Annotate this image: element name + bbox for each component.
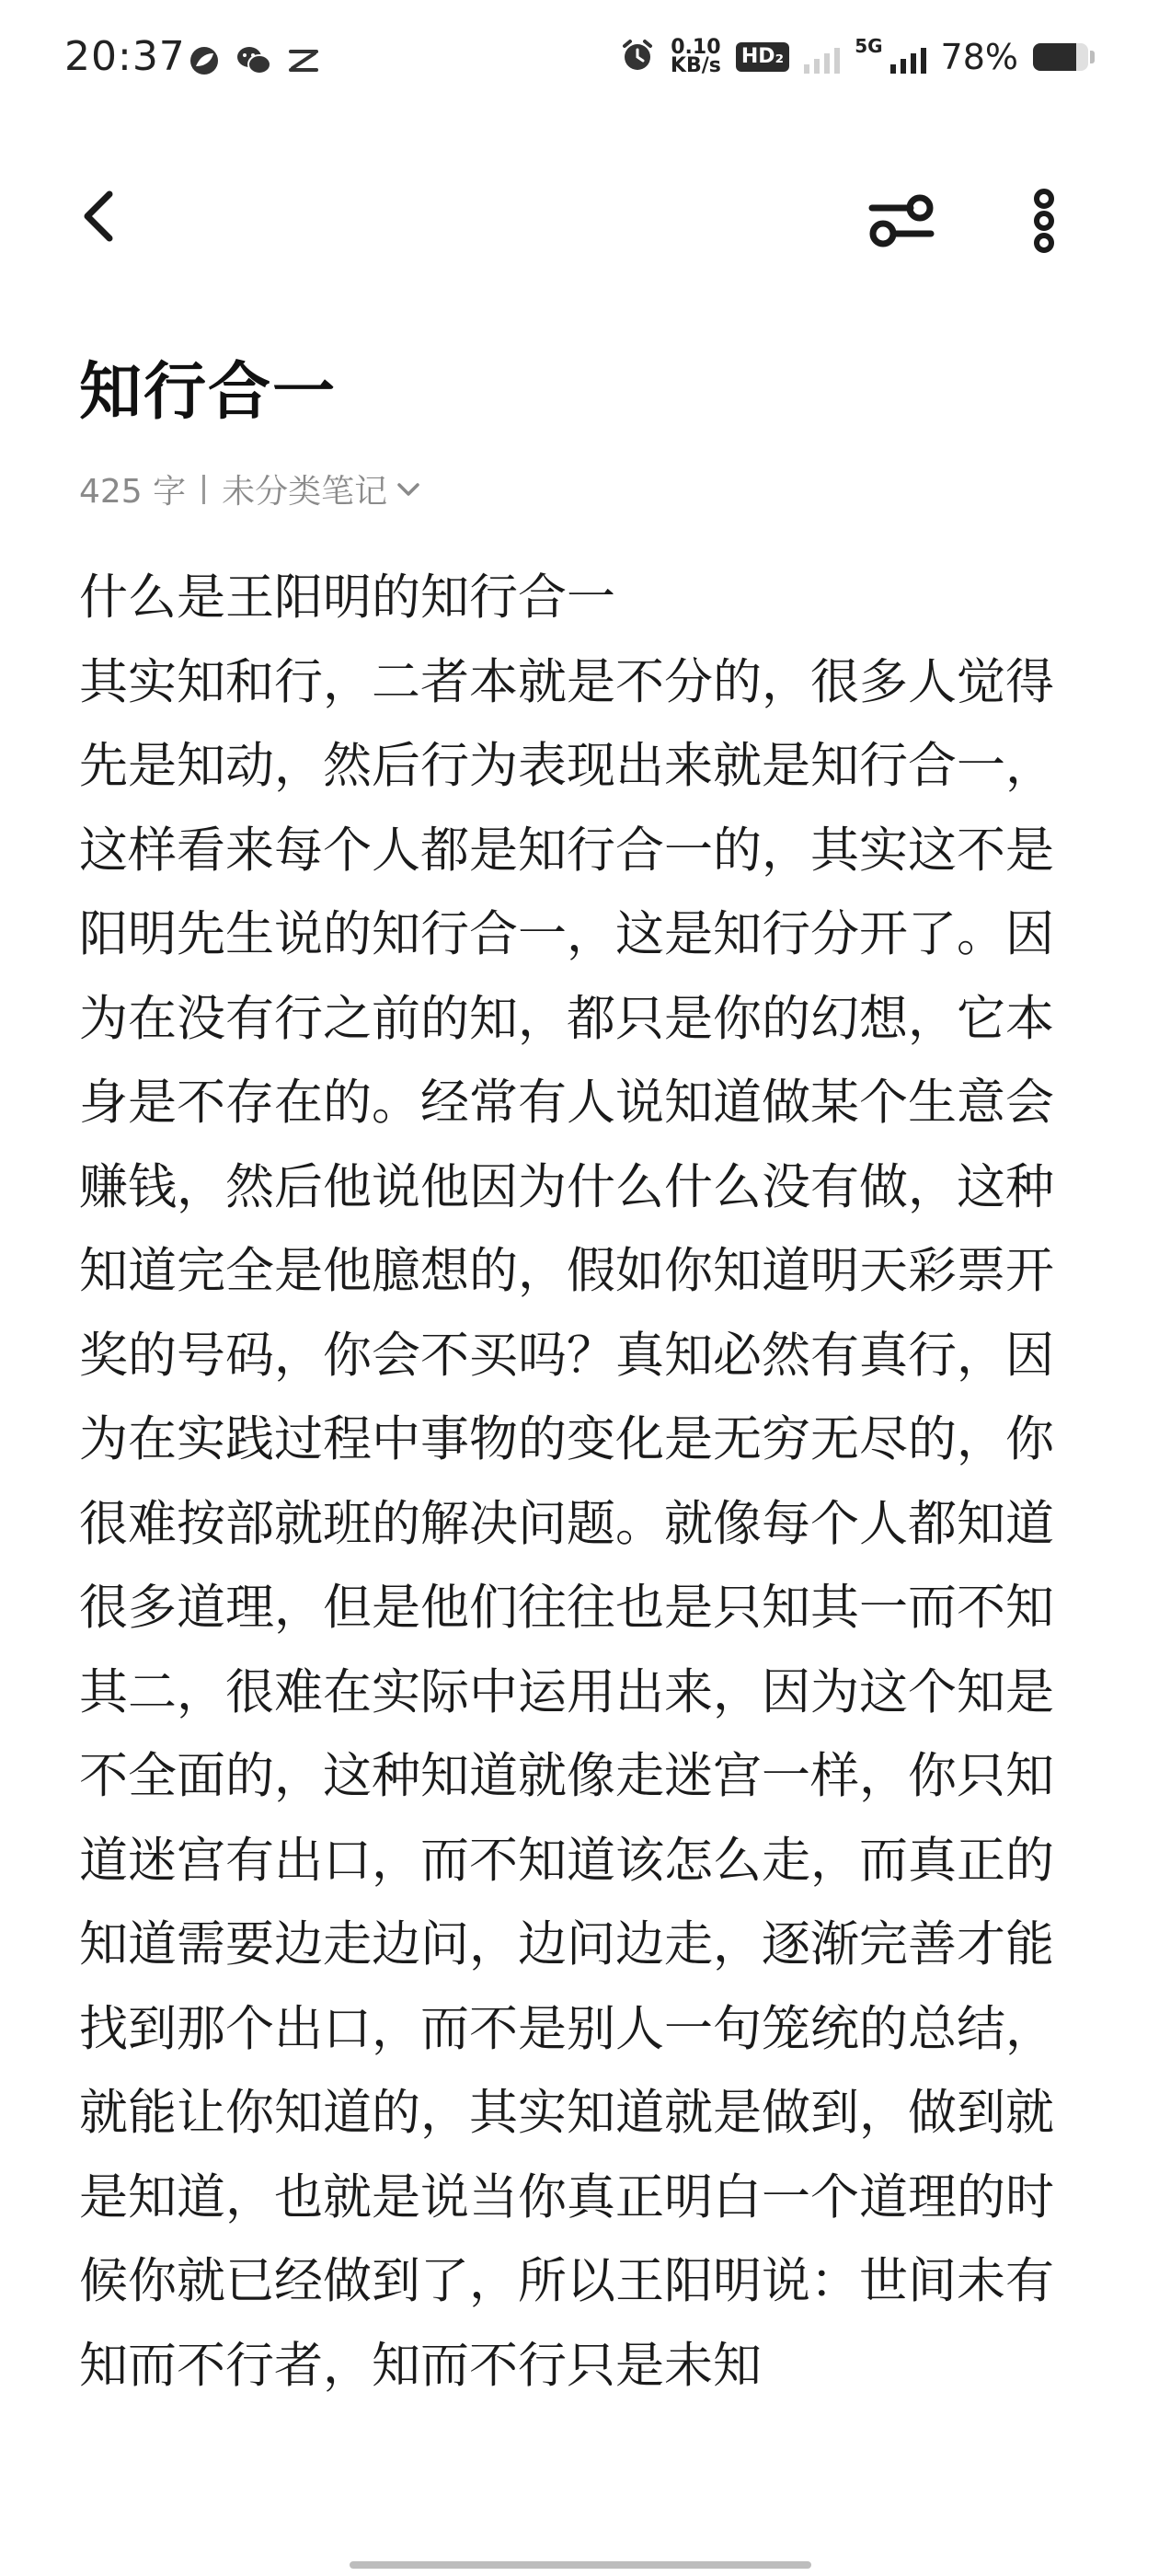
network-speed [670,36,721,77]
status-right-cluster [619,37,1095,77]
app-swirl-icon [285,42,322,79]
more-vertical-icon [1026,188,1062,254]
sliders-toggle-icon [865,188,938,254]
app-leaf-icon [186,42,223,79]
note-title[interactable]: 知行合一 [79,356,338,429]
alarm-icon [619,37,656,77]
hd-voice-badge: HD₂ [736,42,789,72]
status-notification-icons [186,42,322,79]
more-options-button[interactable] [1016,184,1072,258]
network-type: 5G [855,35,883,57]
word-count: 425 字 [79,473,187,511]
signal-sim1-icon [804,40,840,74]
network-speed-value: 0.10 [671,36,721,59]
category-label: 未分类笔记 [222,473,388,511]
wechat-icon [235,42,272,79]
signal-sim2-icon [890,40,926,74]
status-time: 20:37 [64,33,186,80]
note-meta [79,466,420,512]
note-body[interactable]: 什么是王阳明的知行合一 其实知和行，二者本就是不分的，很多人觉得先是知动，然后行为表现出来就是知行合一，这样看来每个人都是知行合一的，其实这不是阳明先生说的知行合一，这是知行分开了。因为在没有行之前的知，都只是你的幻想，它本身是不存在的。经常有人说知道做某个生意会赚钱，然后他说他因为什么什么没有做，这种知道完全是他臆想的，假如你知道明天彩票开奖的号码，你会不买吗？真知必然有真行，因为在实践过程中事物的变化是无穷无尽的，你很难按部就班的解决问题。就像每个人都知道很多道理，但是他们往往也是只知其一而不知其二，很难在实际中运用出来，因为这个知是不全面的，这种知道就像走迷宫一样，你只知道迷宫有出口，而不知道该怎么走，而真正的知道需要边走边问，边问边走，逐渐完善才能找到那个出口，而不是别人一句笼统的总结，就能让你知道的，其实知道就是做到，做到就是知道，也就是说当你真正明白一个道理的时候你就已经做到了，所以王阳明说：世间未有知而不行者，知而不行只是未知 [79,569,1054,2394]
meta-divider [202,475,205,504]
battery-tip [1090,51,1095,63]
chevron-left-icon [78,189,119,244]
status-bar [0,0,1159,124]
text-style-button[interactable] [860,184,943,258]
chevron-down-icon [396,481,420,498]
battery-fill [1033,43,1076,71]
home-indicator[interactable] [350,2561,811,2569]
note-toolbar [0,166,1159,267]
category-selector[interactable] [222,466,420,512]
battery-icon [1033,43,1088,71]
battery-percent: 78% [940,37,1018,77]
network-speed-unit: KB/s [670,54,721,77]
back-button[interactable] [66,184,131,248]
